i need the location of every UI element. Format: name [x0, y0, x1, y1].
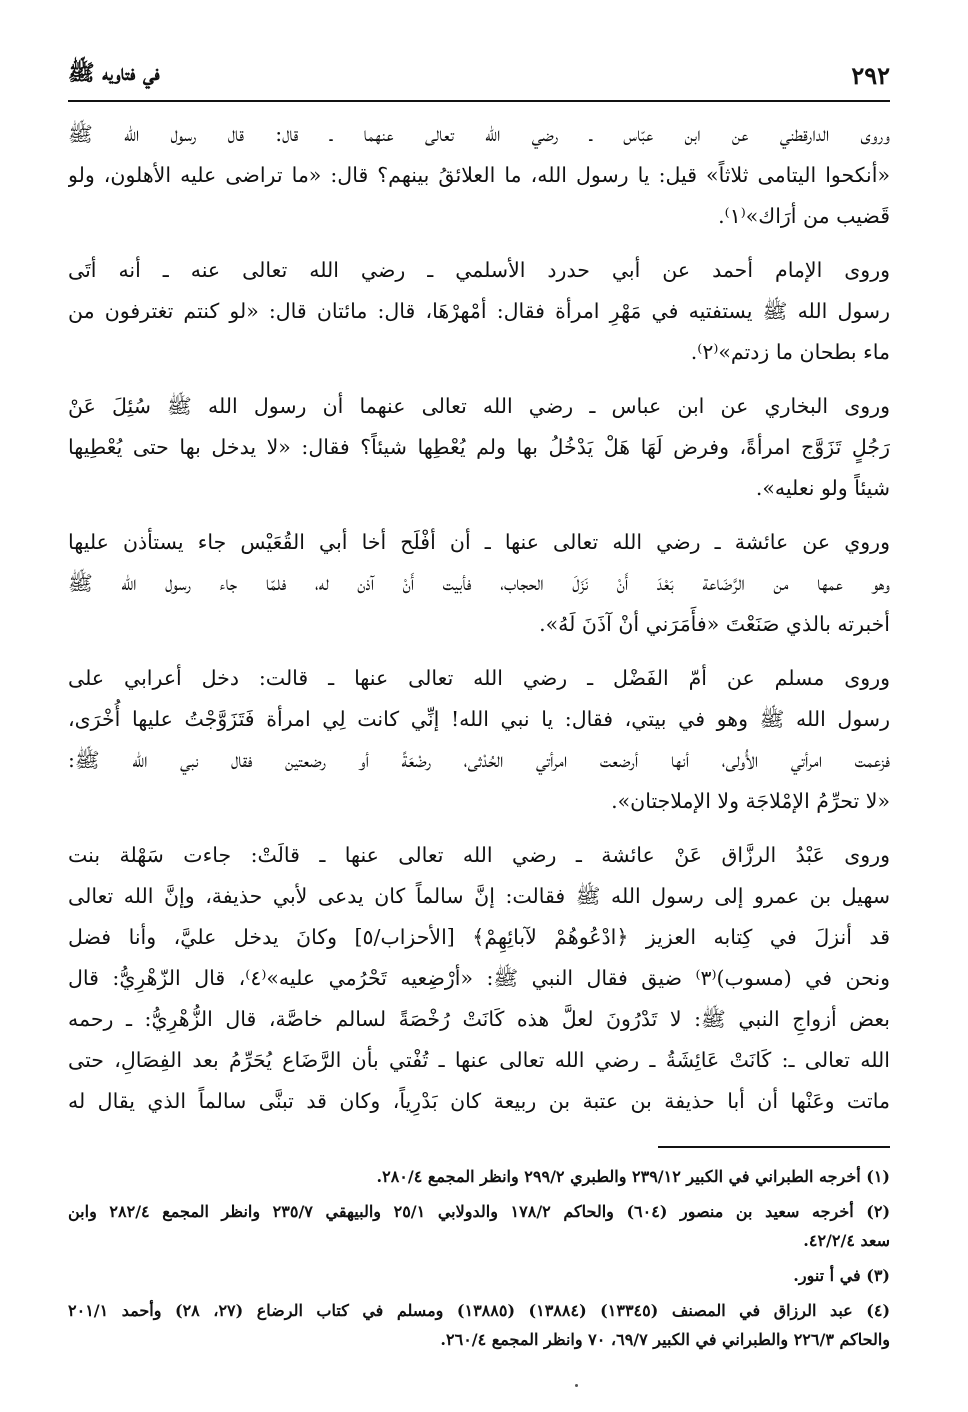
text-line: شيئاً ولو نعليه».: [755, 476, 890, 500]
text-line: ونحن في (مسوب)⁽٣⁾ ضيق فقال النبي ﷺ: «أرْضِعيه تَحْرُمي عليه»⁽٤⁾، قال الزّهْرِيُّ: قال: [68, 966, 890, 990]
footnote-line: والحاكم ٢٢٦/٣ والطبراني في الكبير ٦٩/٧، ٧٠ وانظر المجمع ٢٦٠/٤.: [440, 1330, 890, 1349]
text-line: ماء بطحان ما زدتم»⁽٢⁾.: [690, 340, 890, 364]
text-line: «أنكحوا اليتامى ثلاثاً» قيل: يا رسول الله، ما العلائقُ بينهم؟ قال: «ما تراضى عليه الأهلون، ولو: [68, 163, 890, 187]
footnote-3: [68, 1261, 890, 1290]
text-line: رسول الله ﷺ يستفتيه في مَهْرِ امرأة فقال: أمْهرْهَا، قال: مائتان قال: «لو كنتم تغترفون من: [68, 299, 890, 323]
text-line: وروى الإمام أحمد عن أبي حدرد الأسلمي ـ رضي الله تعالى عنه ـ أنه أتَى: [68, 258, 890, 282]
text-line: وهو عمها من الرَّضَاعة بَعْدَ أَنْ نَزَلَ الحجاب، فأبيت أَنْ آذن له، فلمّا جاء رسول الله ﷺ: [68, 571, 890, 595]
text-line: بعض أزواجِ النبي ﷺ: لا تَدْرُونَ لعلَّ هذه كَانَتْ رُخْصَةً لسالم خاصَّة، قال الزُّهْرِيُّ: ـ رحمه: [68, 1007, 890, 1031]
paragraph-6: [68, 835, 890, 1122]
paragraph-4: [68, 522, 890, 645]
running-title: في فتاويه ﷺ: [68, 60, 160, 86]
text-line: وروي عن عائشة ـ رضي الله تعالى عنها ـ أن أفْلَح أخا أبي القُعَيْس جاء يستأذن عليها: [68, 530, 890, 554]
text-line: سهيل بن عمرو إلى رسول الله ﷺ فقالت: إنَّ سالماً كان يدعى لأبي حذيفة، وإنَّ الله تعالى: [68, 884, 890, 908]
book-page: [68, 52, 890, 1360]
text-line: فزعمت امرأتي الأُولى، أنها أرضعت امرأتي الحُدْثى، رضْعَةً أو رضعتين فقال نبي الله ﷺ:: [68, 748, 890, 772]
footnote-line: (٣) في أ تنور.: [793, 1266, 890, 1285]
footnote-2: [68, 1197, 890, 1255]
text-line: الله تعالى ـ: كَانَتْ عَائِشَةُ ـ رضي الله تعالى عنها ـ تُفْتي بأن الرَّضَاع يُحَرِّمُ بعد الفِصَالِ، حتى: [68, 1048, 890, 1072]
paragraph-1: [68, 114, 890, 237]
text-line: وروى الدارقطني عن ابن عبّاس ـ رضي الله تعالى عنهما ـ قال: قال رسول الله ﷺ: [68, 122, 890, 146]
scan-speck: [575, 1384, 578, 1387]
footnote-line: (٤) عبد الرزاق في المصنف (١٣٣٤٥) (١٣٨٨٤) (١٣٨٨٥) ومسلم في كتاب الرضاع (٢٧، ٢٨) وأحمد ٢٠١/١: [68, 1301, 890, 1320]
footnote-1: [68, 1162, 890, 1191]
paragraph-3: [68, 386, 890, 509]
footnote-line: سعد ٤٢/٢/٤.: [803, 1231, 890, 1250]
text-line: وروى البخاري عن ابن عباس ـ رضي الله تعالى عنهما أن رسول الله ﷺ سُئِلَ عَنْ: [68, 394, 890, 418]
text-line: رسول الله ﷺ وهو في بيتي، فقال: يا نبي الله! إنِّي كانت لِي امرأة فَتَزَوَّجْتُ عليها أُخْرَى،: [68, 707, 890, 731]
text-line: رَجُلٍ تَزَوَّج امرأةً، وفرض لَهَا هَلْ يَدْخُلُ بها ولم يُعْطِها شيئاً؟ فقال: «لا يدخل بها حتى يُعْطِيها: [68, 435, 890, 459]
footnote-rule: [658, 1146, 890, 1148]
page-number: ٢٩٢: [851, 60, 890, 90]
footnotes: [68, 1162, 890, 1354]
paragraph-5: [68, 658, 890, 822]
body-text: [68, 114, 890, 1122]
text-line: ماتت وعَنْها أن أبا حذيفة بن عتبة بن ربيعة كان بَدْرِياً، وكان قد تبنَّى سالماً الذي يقال له: [68, 1089, 890, 1113]
text-line: أخبرته بالذي صَنَعْتَ «فأَمَرَني أنْ آذَنَ لَهُ».: [539, 612, 890, 636]
header-rule: [68, 100, 890, 102]
footnote-line: (٢) أخرجه سعيد بن منصور (٦٠٤) والحاكم ١٧٨/٢ والدولابي ٢٥/١ والبيهقي ٢٣٥/٧ وانظر المجمع ٢٨٢/٤ وابن: [68, 1202, 890, 1221]
text-line: وروى عَبْدُ الرزَّاق عَنْ عائشة ـ رضي الله تعالى عنها ـ قالَتْ: جاءت سَهْلة بنت: [68, 843, 890, 867]
text-line: «لا تحرِّمُ الإمْلاجَة ولا الإملاجتان».: [611, 789, 890, 813]
footnote-line: (١) أخرجه الطبراني في الكبير ٢٣٩/١٢ والطبري ٢٩٩/٢ وانظر المجمع ٢٨٠/٤.: [376, 1167, 890, 1186]
text-line: قَضيب من أرَاك»⁽١⁾.: [718, 204, 890, 228]
page-header: [68, 52, 890, 98]
text-line: قد أنزلَ في كِتابه العزيز ﴿ادْعُوهُمْ لآبائِهِمْ﴾ [الأحزاب/٥] وكانَ يدخل عليَّ، وأنا فضل: [68, 925, 890, 949]
footnote-4: [68, 1296, 890, 1354]
paragraph-2: [68, 250, 890, 373]
text-line: وروى مسلم عن أمّ الفَضْل ـ رضي الله تعالى عنها ـ قالت: دخل أعرابي على: [68, 666, 890, 690]
